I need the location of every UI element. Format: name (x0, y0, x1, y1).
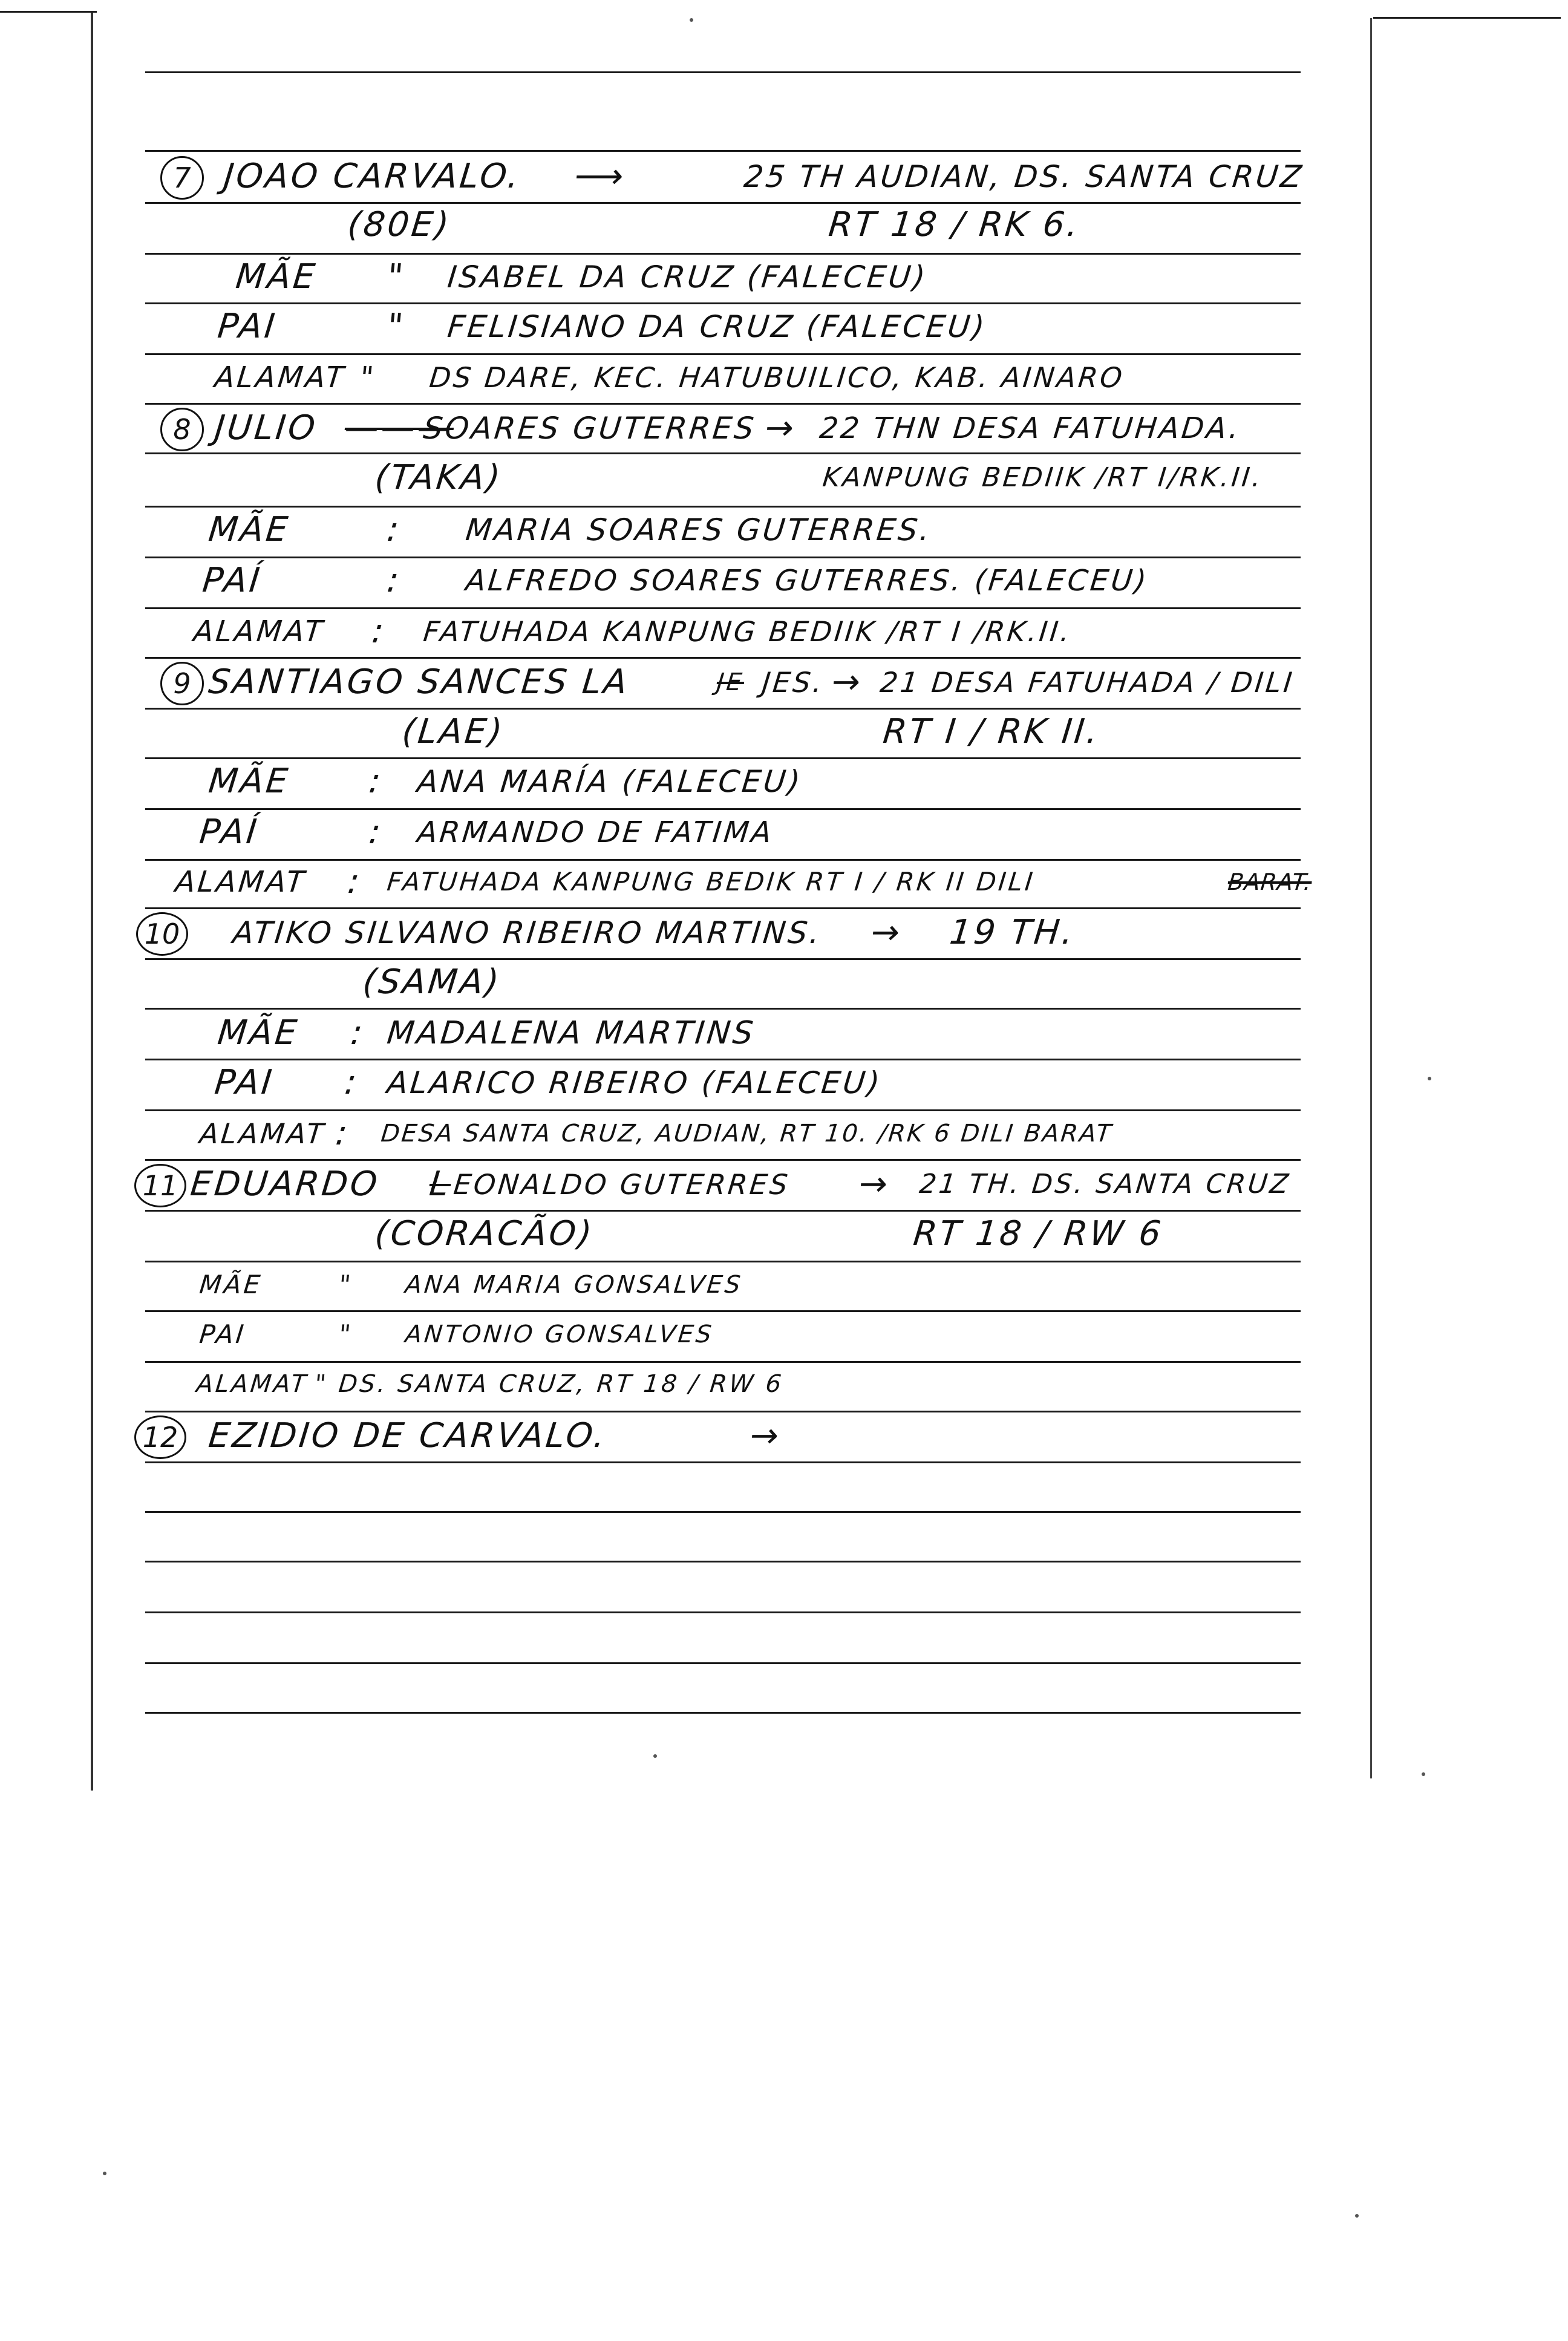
arrow-glyph: → (748, 1416, 783, 1455)
ruled-line (145, 1461, 1301, 1463)
ruled-line (145, 757, 1301, 759)
speck (1355, 2214, 1359, 2218)
entry-nickname: (TAKA) (373, 458, 505, 497)
ruled-line (145, 253, 1301, 255)
separator: " (385, 307, 408, 346)
entry-age-address: 21 DESA FATUHADA / DILI (878, 666, 1296, 699)
pai-label: PAÍ (197, 812, 261, 852)
ruled-line (145, 202, 1301, 204)
arrow-glyph: → (763, 408, 799, 448)
mae-value: ISABEL DA CRUZ (FALECEU) (445, 260, 929, 295)
ruled-line (145, 808, 1301, 810)
entry-name: EDUARDO (188, 1164, 382, 1204)
entry-number: 9 (160, 662, 204, 705)
mae-value: ANA MARÍA (FALECEU) (415, 764, 805, 799)
alamat-label: ALAMAT (195, 1370, 310, 1398)
ruled-line (145, 907, 1301, 909)
crossed-out-text: L (427, 1164, 453, 1204)
separator: : (385, 510, 403, 549)
alamat-value: FATUHADA KANPUNG BEDIK RT I / RK II DILI (385, 867, 1037, 896)
separator: : (342, 1063, 361, 1102)
entry-number: 7 (160, 156, 204, 200)
crossed-out-text: ——— (342, 408, 456, 448)
crossed-out-text: JE (715, 668, 746, 696)
speck (653, 1754, 657, 1758)
top-left-edge (0, 11, 97, 13)
entry-name: EZIDIO DE CARVALO. (206, 1416, 609, 1455)
alamat-value: DESA SANTA CRUZ, AUDIAN, RT 10. /RK 6 DILI BARAT (379, 1120, 1114, 1148)
separator: " (337, 1319, 354, 1349)
entry-nickname: (LAE) (400, 712, 507, 751)
ruled-line (145, 71, 1301, 73)
alamat-value: DS. SANTA CRUZ, RT 18 / RW 6 (337, 1370, 785, 1398)
mae-value: MARIA SOARES GUTERRES. (463, 512, 934, 547)
ruled-line (145, 1310, 1301, 1312)
ruled-line (145, 958, 1301, 960)
separator: : (385, 561, 403, 600)
top-right-edge (1373, 17, 1561, 19)
mae-value: ANA MARIA GONSALVES (403, 1271, 744, 1299)
speck (690, 18, 693, 22)
ruled-line (145, 1361, 1301, 1363)
pai-value: ANTONIO GONSALVES (403, 1321, 716, 1348)
pai-label: PAI (198, 1319, 247, 1349)
pai-value: ALFREDO SOARES GUTERRES. (FALECEU) (464, 564, 1151, 598)
entry-age-address: 25 TH AUDIAN, DS. SANTA CRUZ (742, 159, 1305, 194)
ruled-line (145, 657, 1301, 659)
entry-name-rest: SOARES GUTERRES (421, 411, 758, 446)
arrow-glyph: ⟶ (572, 157, 628, 196)
entry-number: 11 (134, 1164, 186, 1207)
ruled-line (145, 557, 1301, 558)
entry-age-address: 19 TH. (947, 913, 1077, 952)
entry-rt-rk: RT I / RK II. (881, 712, 1102, 751)
entry-age-address: 21 TH. DS. SANTA CRUZ (918, 1169, 1292, 1200)
ruled-line (145, 353, 1301, 355)
crossed-out-text: BARAT. (1226, 869, 1313, 895)
ruled-line (145, 506, 1301, 508)
ruled-line (145, 150, 1301, 152)
ruled-line (145, 1511, 1301, 1513)
separator: " (385, 257, 408, 296)
right-margin-line (1370, 18, 1372, 1778)
entry-name-rest: JES. (760, 666, 826, 699)
entry-name: JOAO CARVALO. (221, 157, 523, 196)
separator: : (367, 812, 385, 852)
ruled-line (145, 1662, 1301, 1664)
ruled-line (145, 403, 1301, 405)
mae-label: MÃE (198, 1270, 264, 1299)
alamat-value: DS DARE, KEC. HATUBUILICO, KAB. AINARO (428, 361, 1126, 394)
mae-label: MÃE (206, 510, 292, 549)
ruled-line (145, 302, 1301, 304)
entry-rt-rk: KANPUNG BEDIIK /RT I/RK.II. (821, 462, 1265, 493)
entry-nickname: (80E) (345, 205, 453, 244)
alamat-value: FATUHADA KANPUNG BEDIIK /RT I /RK.II. (422, 615, 1074, 648)
entry-name-rest: EONALDO GUTERRES (452, 1168, 792, 1201)
ruled-line (145, 1561, 1301, 1562)
alamat-label: ALAMAT (174, 865, 309, 899)
entry-number: 8 (160, 408, 204, 451)
entry-name: SANTIAGO SANCES LA (206, 662, 632, 702)
mae-label: MÃE (234, 257, 319, 296)
entry-age-address: 22 THN DESA FATUHADA. (818, 411, 1243, 445)
entry-number: 12 (134, 1415, 186, 1459)
speck (1422, 1772, 1425, 1776)
separator: " (337, 1270, 354, 1299)
alamat-label: ALAMAT (198, 1117, 328, 1150)
arrow-glyph: → (829, 662, 865, 702)
ruled-line (145, 1611, 1301, 1613)
mae-value: MADALENA MARTINS (385, 1015, 757, 1051)
speck (103, 2172, 106, 2175)
left-margin-line (91, 12, 93, 1791)
pai-label: PAI (212, 1063, 276, 1102)
mae-label: MÃE (215, 1013, 301, 1053)
entry-number: 10 (136, 912, 188, 956)
ruled-line (145, 607, 1301, 609)
separator: : (367, 762, 385, 801)
speck (1428, 1077, 1431, 1080)
pai-value: ALARICO RIBEIRO (FALECEU) (385, 1065, 884, 1100)
entry-rt-rk: RT 18 / RK 6. (826, 205, 1082, 244)
entry-nickname: (SAMA) (361, 962, 503, 1002)
entry-rt-rk: RT 18 / RW 6 (911, 1214, 1165, 1253)
pai-label: PAI (215, 307, 279, 346)
entry-name: ATIKO SILVANO RIBEIRO MARTINS. (230, 915, 824, 950)
ruled-line (145, 1411, 1301, 1412)
pai-label: PAÍ (200, 561, 264, 600)
entry-nickname: (CORACÃO) (373, 1214, 596, 1253)
pai-value: FELISIANO DA CRUZ (FALECEU) (445, 309, 988, 344)
separator: : (348, 1013, 367, 1053)
separator: " (313, 1370, 330, 1398)
ruled-line (145, 452, 1301, 454)
ruled-line (145, 708, 1301, 710)
separator: " (358, 361, 378, 394)
alamat-label: ALAMAT (213, 361, 348, 394)
ruled-line (145, 1261, 1301, 1262)
mae-label: MÃE (206, 762, 292, 801)
arrow-glyph: → (857, 1164, 892, 1204)
ruled-line (145, 1210, 1301, 1212)
separator: : (333, 1114, 352, 1153)
ruled-line (145, 1109, 1301, 1111)
arrow-glyph: → (869, 913, 904, 952)
separator: : (345, 862, 364, 901)
pai-value: ARMANDO DE FATIMA (416, 815, 776, 849)
ruled-line (145, 1712, 1301, 1714)
alamat-label: ALAMAT (192, 615, 327, 648)
ruled-line (145, 859, 1301, 861)
ruled-line (145, 1059, 1301, 1060)
separator: : (370, 612, 388, 651)
entry-name: JULIO (212, 408, 319, 448)
ruled-line (145, 1159, 1301, 1161)
ruled-line (145, 1008, 1301, 1010)
